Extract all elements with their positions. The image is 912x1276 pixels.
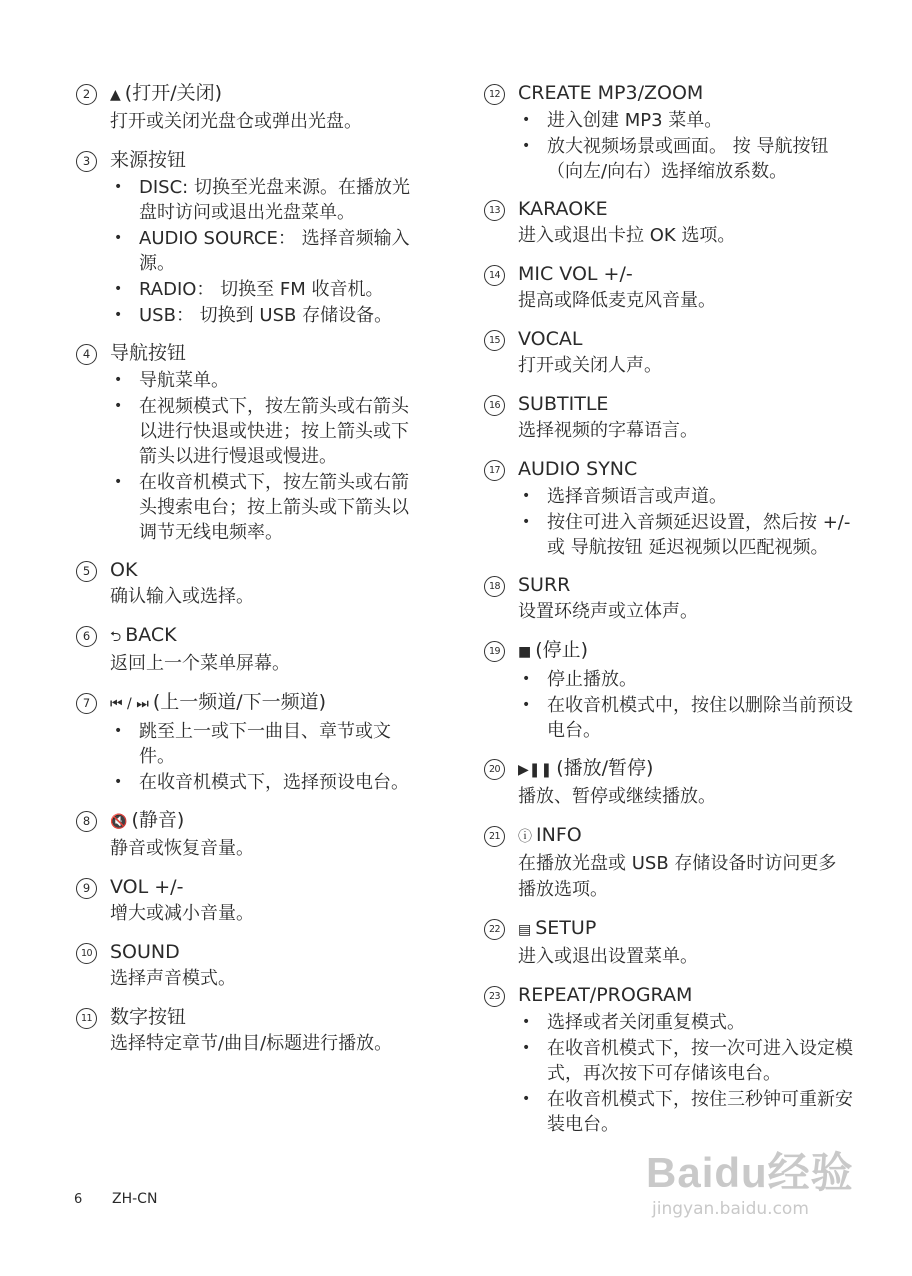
item-title-line bbox=[518, 915, 854, 944]
item-number: 20 bbox=[484, 759, 505, 780]
language-code: ZH-CN bbox=[112, 1191, 158, 1207]
item-number: 14 bbox=[484, 265, 505, 286]
bullet-item: • 停止播放。 bbox=[518, 667, 854, 692]
item-description: 静音或恢复音量。 bbox=[110, 838, 254, 859]
item-description: 进入或退出设置菜单。 bbox=[518, 946, 698, 967]
item-description: 在播放光盘或 USB 存储设备时访问更多播放选项。 bbox=[518, 853, 837, 900]
item-title-line bbox=[110, 147, 426, 174]
item-title: INFO bbox=[536, 824, 582, 846]
button-symbol-icon: ⓘ bbox=[518, 829, 532, 845]
item-number: 23 bbox=[484, 986, 505, 1007]
item-title: 导航按钮 bbox=[110, 342, 187, 364]
item-title: CREATE MP3/ZOOM bbox=[518, 82, 704, 104]
item-number: 15 bbox=[484, 330, 505, 351]
item-number: 16 bbox=[484, 395, 505, 416]
bullet-item: • RADIO： 切换至 FM 收音机。 bbox=[110, 277, 426, 302]
legend-item-17 bbox=[484, 456, 854, 560]
legend-item-15 bbox=[484, 326, 854, 379]
item-description: 打开或关闭光盘仓或弹出光盘。 bbox=[110, 111, 362, 132]
item-title-line bbox=[518, 456, 854, 483]
item-number: 12 bbox=[484, 84, 505, 105]
bullet-list bbox=[518, 108, 854, 184]
item-number: 13 bbox=[484, 200, 505, 221]
item-title: OK bbox=[110, 559, 138, 581]
item-number: 11 bbox=[76, 1008, 97, 1029]
bullet-item: • 跳至上一或下一曲目、章节或文件。 bbox=[110, 719, 426, 769]
item-description: 进入或退出卡拉 OK 选项。 bbox=[518, 225, 736, 246]
item-title: (停止) bbox=[535, 639, 589, 661]
item-number: 3 bbox=[76, 151, 97, 172]
item-title-line bbox=[518, 572, 854, 599]
legend-item-2 bbox=[76, 80, 426, 135]
item-number: 2 bbox=[76, 84, 97, 105]
legend-item-16 bbox=[484, 391, 854, 444]
item-title-line bbox=[518, 637, 854, 666]
item-number: 6 bbox=[76, 626, 97, 647]
item-title-line bbox=[518, 80, 854, 107]
bullet-item: • AUDIO SOURCE： 选择音频输入源。 bbox=[110, 226, 426, 276]
item-title: (静音) bbox=[131, 809, 185, 831]
item-description: 播放、暂停或继续播放。 bbox=[518, 786, 716, 807]
legend-item-10 bbox=[76, 939, 426, 992]
legend-item-12 bbox=[484, 80, 854, 184]
bullet-item: • 在收音机模式下，按左箭头或右箭头搜索电台；按上箭头或下箭头以调节无线电频率。 bbox=[110, 470, 426, 545]
bullet-item: • DISC: 切换至光盘来源。在播放光盘时访问或退出光盘菜单。 bbox=[110, 175, 426, 225]
item-title-line bbox=[110, 557, 426, 584]
bullet-item: • 按住可进入音频延迟设置，然后按 +/- 或 导航按钮 延迟视频以匹配视频。 bbox=[518, 510, 854, 560]
item-number: 22 bbox=[484, 919, 505, 940]
legend-item-4 bbox=[76, 340, 426, 545]
legend-item-5 bbox=[76, 557, 426, 610]
item-title-line bbox=[110, 622, 426, 651]
item-title: BACK bbox=[125, 624, 177, 646]
item-title: SOUND bbox=[110, 941, 180, 963]
item-title-line bbox=[518, 391, 854, 418]
button-symbol-icon: ■ bbox=[518, 644, 532, 660]
legend-item-8 bbox=[76, 807, 426, 862]
item-number: 7 bbox=[76, 693, 97, 714]
button-symbol-icon: ▤ bbox=[518, 922, 532, 938]
legend-item-11 bbox=[76, 1004, 426, 1057]
bullet-item: • 在收音机模式中，按住以删除当前预设电台。 bbox=[518, 693, 854, 743]
bullet-item: • 放大视频场景或画面。 按 导航按钮（向左/向右）选择缩放系数。 bbox=[518, 134, 854, 184]
item-description: 增大或减小音量。 bbox=[110, 903, 254, 924]
bullet-list bbox=[518, 667, 854, 743]
bullet-item: • 导航菜单。 bbox=[110, 368, 426, 393]
bullet-item: • 在收音机模式下，选择预设电台。 bbox=[110, 770, 426, 795]
legend-item-7 bbox=[76, 689, 426, 795]
legend-item-20 bbox=[484, 755, 854, 810]
left-column bbox=[76, 80, 426, 1069]
item-title: (上一频道/下一频道) bbox=[152, 691, 327, 713]
item-title-line bbox=[518, 261, 854, 288]
legend-item-21 bbox=[484, 822, 854, 903]
item-title: (打开/关闭) bbox=[124, 82, 223, 104]
item-title-line bbox=[518, 982, 854, 1009]
item-title: AUDIO SYNC bbox=[518, 458, 638, 480]
bullet-list bbox=[110, 368, 426, 545]
legend-item-23 bbox=[484, 982, 854, 1137]
legend-item-6 bbox=[76, 622, 426, 677]
legend-item-9 bbox=[76, 874, 426, 927]
bullet-list bbox=[518, 484, 854, 560]
button-symbol-icon: ▲ bbox=[110, 87, 121, 103]
item-description: 提高或降低麦克风音量。 bbox=[518, 290, 716, 311]
item-title: SETUP bbox=[535, 917, 597, 939]
item-title-line bbox=[110, 340, 426, 367]
item-number: 10 bbox=[76, 943, 97, 964]
button-symbol-icon: 🔇 bbox=[110, 814, 128, 830]
item-description: 确认输入或选择。 bbox=[110, 586, 254, 607]
legend-item-18 bbox=[484, 572, 854, 625]
item-title: 数字按钮 bbox=[110, 1006, 187, 1028]
item-title: (播放/暂停) bbox=[556, 757, 654, 779]
item-title-line bbox=[110, 874, 426, 901]
button-symbol-icon: ⮌ bbox=[110, 629, 122, 645]
item-number: 5 bbox=[76, 561, 97, 582]
legend-item-22 bbox=[484, 915, 854, 970]
item-title: MIC VOL +/- bbox=[518, 263, 633, 285]
legend-item-14 bbox=[484, 261, 854, 314]
item-number: 9 bbox=[76, 878, 97, 899]
bullet-list bbox=[110, 175, 426, 328]
bullet-item: • 进入创建 MP3 菜单。 bbox=[518, 108, 854, 133]
page-number: 6 bbox=[74, 1192, 83, 1207]
item-title: VOL +/- bbox=[110, 876, 184, 898]
item-number: 4 bbox=[76, 344, 97, 365]
item-number: 21 bbox=[484, 826, 505, 847]
item-description: 设置环绕声或立体声。 bbox=[518, 601, 698, 622]
item-title-line bbox=[110, 1004, 426, 1031]
item-number: 18 bbox=[484, 576, 505, 597]
right-column bbox=[484, 80, 854, 1149]
item-title-line bbox=[518, 822, 854, 851]
item-title-line bbox=[518, 755, 854, 784]
item-number: 17 bbox=[484, 460, 505, 481]
item-title: 来源按钮 bbox=[110, 149, 187, 171]
item-description: 选择声音模式。 bbox=[110, 968, 236, 989]
bullet-item: • 选择音频语言或声道。 bbox=[518, 484, 854, 509]
item-title: SUBTITLE bbox=[518, 393, 609, 415]
bullet-list bbox=[110, 719, 426, 795]
item-title-line bbox=[518, 196, 854, 223]
item-title-line bbox=[110, 807, 426, 836]
item-description: 选择特定章节/曲目/标题进行播放。 bbox=[110, 1033, 393, 1054]
item-title-line bbox=[110, 939, 426, 966]
item-number: 19 bbox=[484, 641, 505, 662]
bullet-item: • 选择或者关闭重复模式。 bbox=[518, 1010, 854, 1035]
item-title-line bbox=[518, 326, 854, 353]
button-symbol-icon: ▶❚❚ bbox=[518, 762, 553, 778]
item-description: 返回上一个菜单屏幕。 bbox=[110, 653, 290, 674]
item-description: 打开或关闭人声。 bbox=[518, 355, 662, 376]
bullet-list bbox=[518, 1010, 854, 1137]
bullet-item: • 在视频模式下，按左箭头或右箭头以进行快退或快进；按上箭头或下箭头以进行慢退或慢进。 bbox=[110, 394, 426, 469]
bullet-item: • USB： 切换到 USB 存储设备。 bbox=[110, 303, 426, 328]
item-title: VOCAL bbox=[518, 328, 583, 350]
item-number: 8 bbox=[76, 811, 97, 832]
bullet-item: • 在收音机模式下，按住三秒钟可重新安装电台。 bbox=[518, 1087, 854, 1137]
legend-item-19 bbox=[484, 637, 854, 743]
item-title-line bbox=[110, 689, 426, 718]
item-title-line bbox=[110, 80, 426, 109]
watermark bbox=[646, 1148, 854, 1220]
legend-item-13 bbox=[484, 196, 854, 249]
item-title: KARAOKE bbox=[518, 198, 608, 220]
watermark-url: jingyan.baidu.com bbox=[652, 1199, 809, 1219]
legend-item-3 bbox=[76, 147, 426, 328]
item-title: SURR bbox=[518, 574, 571, 596]
item-title: REPEAT/PROGRAM bbox=[518, 984, 693, 1006]
bullet-item: • 在收音机模式下，按一次可进入设定模式，再次按下可存储该电台。 bbox=[518, 1036, 854, 1086]
watermark-logo: Baidu经验 bbox=[646, 1149, 854, 1196]
button-symbol-icon: ⏮ / ⏭ bbox=[110, 696, 149, 712]
item-description: 选择视频的字幕语言。 bbox=[518, 420, 698, 441]
